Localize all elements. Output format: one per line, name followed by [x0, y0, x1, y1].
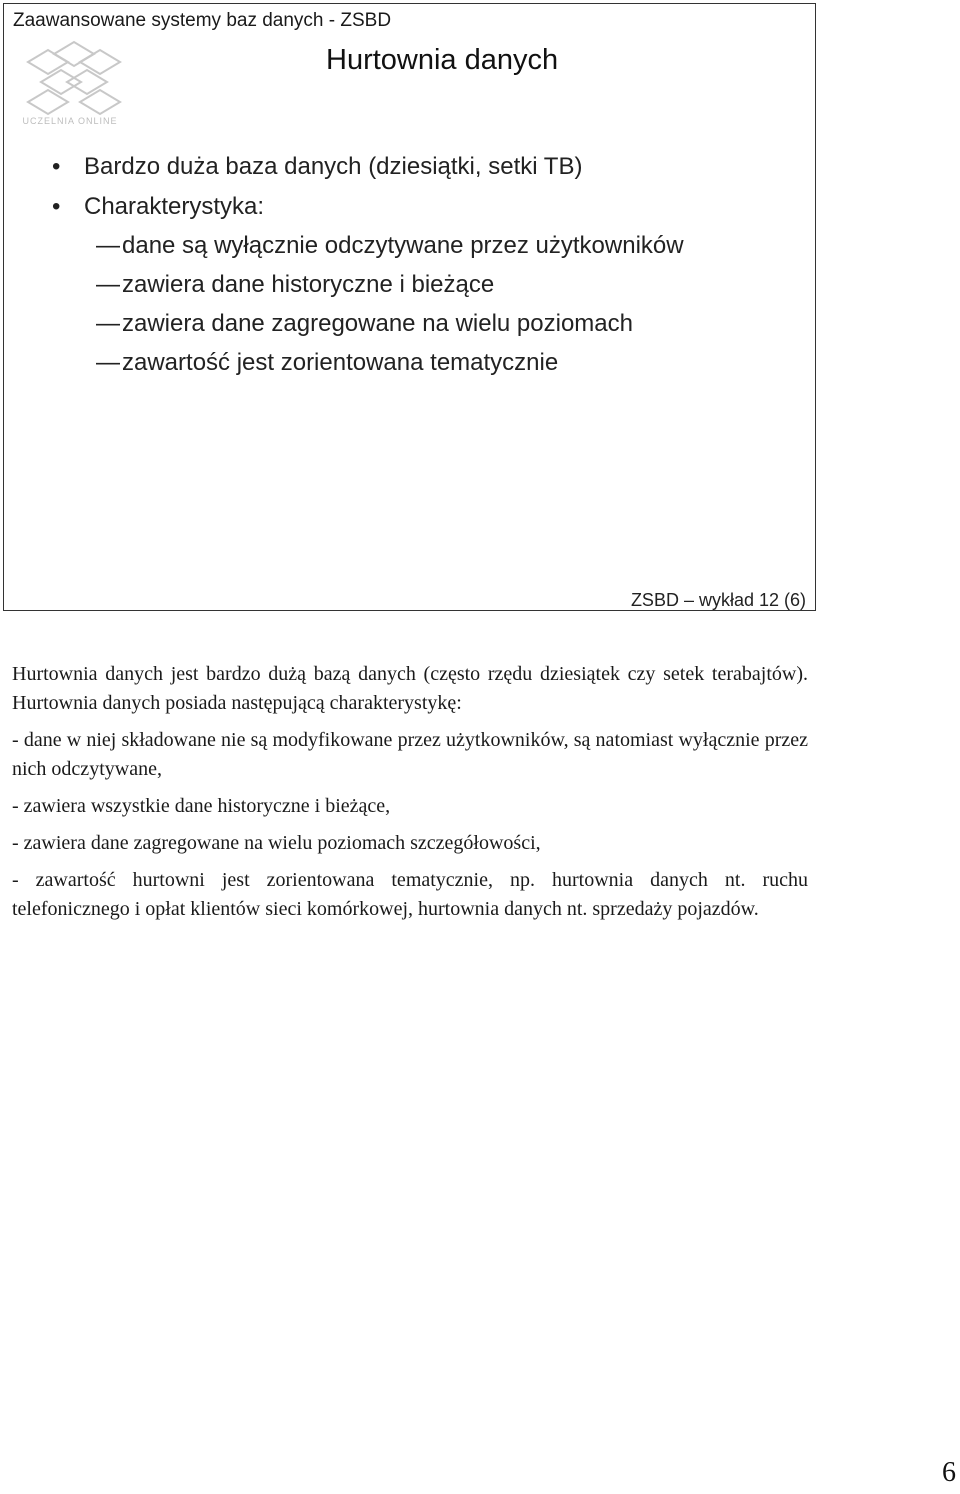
- bullet-text: zawiera dane historyczne i bieżące: [122, 271, 495, 298]
- slide-header: Zaawansowane systemy baz danych - ZSBD: [13, 10, 392, 31]
- notes-paragraph: - zawiera dane zagregowane na wielu poziomach szczegółowości,: [12, 832, 541, 854]
- slide-frame: [3, 3, 816, 611]
- lecture-notes: [12, 660, 808, 932]
- bullet-text: Bardzo duża baza danych (dziesiątki, setki TB): [84, 153, 583, 180]
- bullet-marker: —: [96, 349, 120, 376]
- notes-paragraph: - dane w niej składowane nie są modyfikowane przez użytkowników, są natomiast wyłącznie przez nich odczytywane,: [12, 729, 808, 780]
- bullet-marker: —: [96, 271, 120, 298]
- sub-bullet-item: [96, 231, 684, 261]
- university-logo-icon: [14, 40, 126, 138]
- slide-title: Hurtownia danych: [326, 44, 559, 76]
- bullet-text: zawiera dane zagregowane na wielu poziomach: [122, 310, 633, 337]
- sub-bullet-item: [96, 309, 633, 339]
- bullet-marker: —: [96, 232, 120, 259]
- bullet-text: zawartość jest zorientowana tematycznie: [122, 349, 559, 376]
- notes-paragraph: - zawiera wszystkie dane historyczne i bieżące,: [12, 795, 391, 817]
- logo-text: UCZELNIA ONLINE: [22, 116, 118, 126]
- bullet-marker: —: [96, 310, 120, 337]
- notes-paragraph: - zawartość hurtowni jest zorientowana tematycznie, np. hurtownia danych nt. ruchu telefonicznego i opłat klientów sieci komórkowej, hurtownia danych nt. sprzedaży pojazdów.: [12, 869, 808, 920]
- bullet-marker: •: [52, 193, 61, 220]
- bullet-item: [52, 152, 582, 182]
- bullet-item: [52, 192, 264, 222]
- bullet-text: dane są wyłącznie odczytywane przez użytkowników: [122, 232, 684, 259]
- bullet-text: Charakterystyka:: [84, 193, 265, 220]
- bullet-marker: •: [52, 153, 61, 180]
- sub-bullet-item: [96, 270, 494, 300]
- notes-paragraph: Hurtownia danych jest bardzo dużą bazą danych (często rzędu dziesiątek czy setek terabajtów). Hurtownia danych posiada następującą charakterystykę:: [12, 663, 808, 714]
- sub-bullet-item: [96, 348, 558, 378]
- slide-footer: ZSBD – wykład 12 (6): [630, 590, 806, 610]
- page-number: 6: [942, 1457, 956, 1488]
